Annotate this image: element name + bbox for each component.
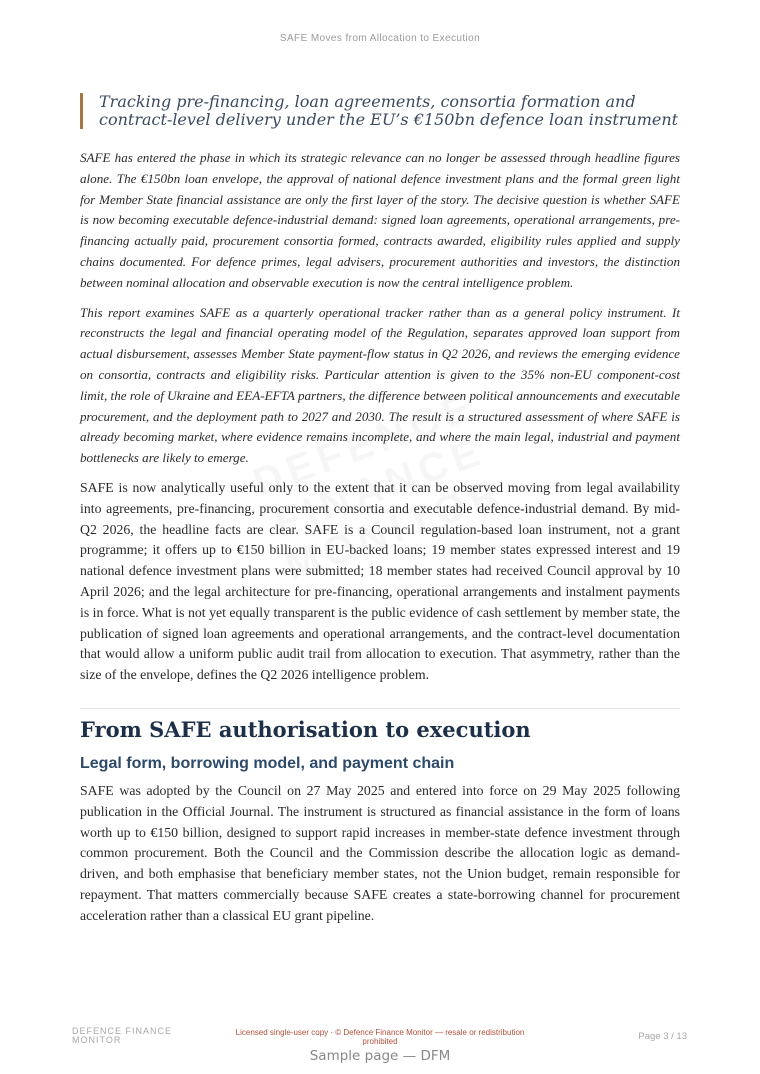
section-paragraph: SAFE was adopted by the Council on 27 May 2025 and entered into force on 29 May 2025 following publication in the Official Journal. The instrument is structured as financial assistance in the form of loans worth up to €150 billion, designed to support rapid increases in member-state defence investment through common procurement. Both the Council and the Commission describe the allocation logic as demand-driven, and both emphasise that beneficiary member states, not the Union budget, remain responsible for repayment. That matters commercially because SAFE creates a state-borrowing channel for procurement acceleration rather than a classical EU grant pipeline. [80,782,680,923]
intro-paragraph: SAFE has entered the phase in which its strategic relevance can no longer be assessed through headline figures alone. The €150bn loan envelope, the approval of national defence investment plans and the formal green light for Member State financial assistance are only the first layer of the story. The decisive question is whether SAFE is now becoming executable defence-industrial demand: signed loan agreements, operational arrangements, pre-financing actually paid, procurement consortia formed, contracts awarded, eligibility rules applied and supply chains documented. For defence primes, legal advisers, procurement authorities and investors, the distinction between nominal allocation and observable execution is now the central intelligence problem. [80,150,680,290]
report-subtitle: Tracking pre-financing, loan agreements, consortia formation and contract-level delivery under the EU’s €150bn defence loan instrument [80,93,680,129]
footer-brand-line: DEFENCE FINANCE [72,1026,173,1036]
section-divider [80,708,680,709]
running-header: SAFE Moves from Allocation to Execution [279,33,481,44]
section-heading: From SAFE authorisation to execution [80,716,531,742]
footer-brand [72,1027,172,1045]
footer-brand-line: MONITOR [72,1035,122,1045]
body-paragraph: SAFE is now analytically useful only to the extent that it can be observed moving from legal availability into agreements, pre-financing, procurement consortia and executable defence-industrial demand. By mid-Q2 2026, the headline facts are clear. SAFE is a Council regulation-based loan instrument, not a grant programme; it offers up to €150 billion in EU-backed loans; 19 member states expressed interest and 19 national defence investment plans were submitted; 18 member states had received Council approval by 10 April 2026; and the legal architecture for pre-financing, operational arrangements and instalment payments is in force. What is not yet equally transparent is the public evidence of cash settlement by member state, the publication of signed loan agreements and operational arrangements, and the contract-level documentation that would allow a uniform public audit trail from allocation to execution. That asymmetry, rather than the size of the envelope, defines the Q2 2026 intelligence problem. [80,479,680,683]
page-number: Page 3 / 13 [638,1031,687,1042]
intro-paragraph: This report examines SAFE as a quarterly operational tracker rather than as a general policy instrument. It reconstructs the legal and financial operating model of the Regulation, separates approved loan support from actual disbursement, assesses Member State payment-flow status in Q2 2026, and reviews the emerging evidence on consortia, contracts and eligibility risks. Particular attention is given to the 35% non-EU component-cost limit, the role of Ukraine and EEA-EFTA partners, the difference between political announcements and executable procurement, and the deployment path to 2027 and 2030. The result is a structured assessment of where SAFE is already becoming market, where evidence remains incomplete, and where the main legal, industrial and payment bottlenecks are likely to emerge. [80,304,680,466]
page-content [80,93,680,927]
section-subheading: Legal form, borrowing model, and payment chain [80,754,455,772]
sample-caption: Sample page — DFM [309,1048,451,1064]
license-notice: Licensed single-user copy · © Defence Finance Monitor — resale or redistribution prohibited [235,1028,525,1046]
